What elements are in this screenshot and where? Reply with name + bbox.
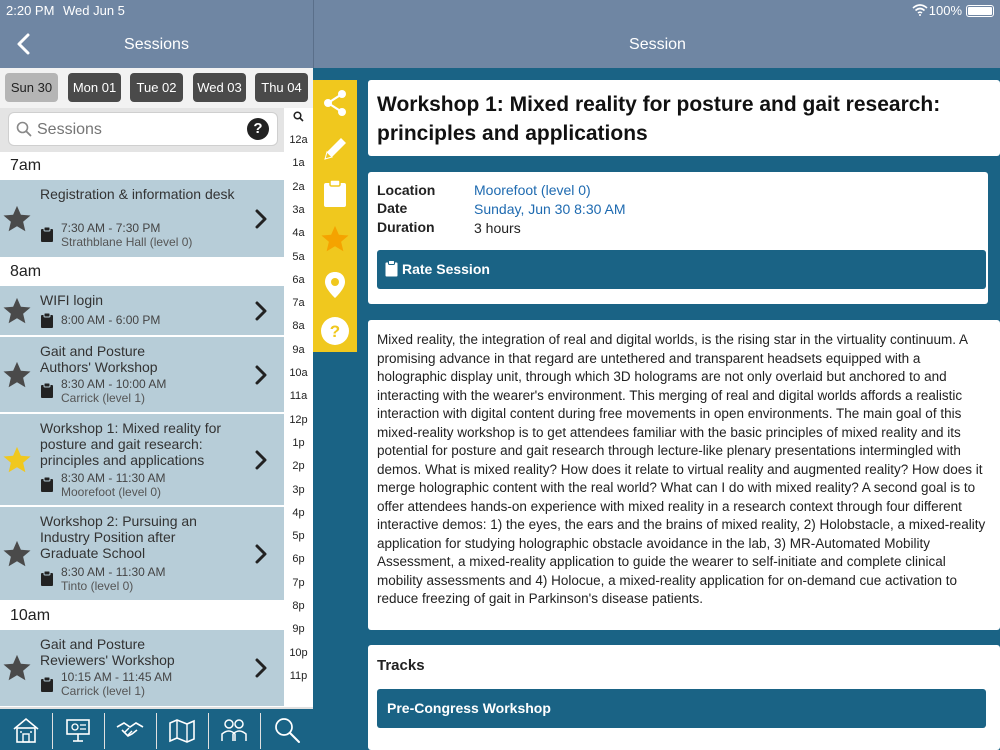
people-icon[interactable]: [219, 715, 249, 745]
clipboard-icon: [40, 382, 54, 399]
edit-icon[interactable]: [320, 134, 350, 164]
session-location: Strathblane Hall (level 0): [61, 235, 193, 249]
time-index-item[interactable]: 10p: [289, 646, 308, 659]
track-button[interactable]: Pre-Congress Workshop: [377, 689, 986, 728]
search-input[interactable]: [37, 119, 247, 141]
session-row[interactable]: [0, 337, 284, 413]
search-icon: [16, 121, 32, 137]
help-icon[interactable]: [320, 316, 350, 346]
rate-session-label: Rate Session: [402, 261, 490, 277]
time-index-item[interactable]: 12a: [289, 134, 308, 146]
star-icon[interactable]: [320, 224, 350, 254]
time-index-item[interactable]: 4p: [292, 506, 305, 519]
chevron-right-icon: [253, 658, 269, 678]
time-index-item[interactable]: 11p: [289, 669, 308, 682]
star-icon[interactable]: [2, 360, 32, 390]
session-actions: [313, 80, 357, 352]
session-time: 7:30 AM - 7:30 PM: [61, 221, 161, 235]
map-icon[interactable]: [167, 715, 197, 745]
chevron-right-icon: [253, 301, 269, 321]
star-icon[interactable]: [2, 445, 32, 475]
session-location: Moorefoot (level 0): [61, 485, 162, 499]
time-index-item[interactable]: 5p: [292, 530, 305, 543]
nav-divider: [260, 713, 261, 749]
time-index[interactable]: [284, 108, 313, 708]
clipboard-icon: [40, 226, 54, 243]
time-index-item[interactable]: 10a: [289, 367, 308, 379]
home-icon[interactable]: [11, 715, 41, 745]
session-description: Mixed reality, the integration of real and digital worlds, is the rising star in the virtuality continuum. A promising advance in that regard are untethered and transparent headsets equipped with a holographic display unit, through which 3D holograms are not only overlaid but anchored to and interacting with the wearer's environment. This merging of real and digital worlds affords a realistic interaction with digital content during free movements in open environments. The main goal of this mixed-reality workshop is to get attendees familiar with the basic principles of mixed reality and its potential for posture and gait research through lecture-like plenary presentations intermingled with demos. What is mixed reality? How does it relate to virtual reality and augmented reality? How does it merge holographic content with the real world? What can I do with mixed reality? A second goal is to offer attendees hands-on experience with mixed reality in a research context through four different interactive demos: 1) the eyes, the ears and the brains of mixed reality, 2) Holobstacle, a mixed-reality application for studying holographic obstacle avoidance in the lab, 3) MR-Automated Mobility Assessment, a mixed-reality application to guide the wearer to self-initiate and complete clinical mobility assessments and 4) Holocue, a mixed-reality application for on-demand cue activation to reduce freezing of gait in Parkinson's disease patients.: [377, 332, 986, 606]
session-heading: Workshop 1: Mixed reality for posture and gait research: principles and applications: [377, 93, 941, 145]
session-title: Workshop 1: Mixed reality for posture and gait research: principles and applications: [40, 420, 222, 468]
session-title: Workshop 2: Pursuing an Industry Position after Graduate School: [40, 513, 197, 561]
session-location: Tinto (level 0): [61, 579, 134, 593]
bottom-nav: [0, 707, 313, 750]
battery-icon: [966, 5, 994, 17]
duration-label: Duration: [377, 219, 435, 235]
status-time: 2:20 PM: [6, 3, 55, 18]
session-row[interactable]: [0, 630, 284, 707]
session-time: 10:15 AM - 11:45 AM: [61, 670, 173, 684]
session-row-selected[interactable]: [0, 414, 284, 506]
session-time: 8:30 AM - 10:00 AM: [61, 377, 167, 391]
session-detail-title: Session: [629, 36, 686, 53]
session-title: WIFI login: [40, 292, 104, 308]
star-icon[interactable]: [2, 204, 32, 234]
duration-value: 3 hours: [474, 220, 521, 236]
time-index-item[interactable]: 1p: [292, 436, 305, 449]
time-index-item[interactable]: 5a: [292, 250, 305, 263]
session-title: Gait and Posture Authors' Workshop: [40, 343, 158, 375]
time-index-item[interactable]: 2p: [292, 460, 305, 473]
search-icon[interactable]: [293, 111, 304, 122]
tracks-label: Tracks: [377, 657, 425, 674]
day-tab-tue-02[interactable]: Tue 02: [130, 73, 183, 102]
chevron-right-icon: [253, 209, 269, 229]
handshake-icon[interactable]: [115, 715, 145, 745]
time-index-item[interactable]: 3p: [292, 483, 305, 496]
tracks-card: [368, 645, 1000, 750]
session-description-card: [368, 320, 1000, 630]
clipboard-icon: [385, 260, 398, 277]
session-title-card: [368, 80, 1000, 156]
time-index-item[interactable]: 1a: [292, 157, 305, 170]
chevron-right-icon: [253, 544, 269, 564]
chevron-right-icon: [253, 450, 269, 470]
wifi-icon: [912, 4, 928, 16]
rate-session-button[interactable]: [377, 250, 986, 289]
session-info-card: [368, 172, 988, 304]
time-header-8am: 8am: [0, 258, 284, 286]
time-index-item[interactable]: 7a: [292, 297, 305, 310]
location-label: Location: [377, 182, 436, 198]
chevron-right-icon: [253, 365, 269, 385]
time-header-10am: 10am: [0, 602, 284, 630]
clipboard-icon: [40, 570, 54, 587]
star-icon[interactable]: [2, 296, 32, 326]
svg-text:?: ?: [329, 322, 341, 341]
session-location: Carrick (level 1): [61, 391, 146, 405]
clipboard-icon: [40, 476, 54, 493]
battery-percent: 100%: [928, 3, 962, 18]
clipboard-icon[interactable]: [320, 178, 350, 208]
location-link[interactable]: Moorefoot (level 0): [474, 182, 591, 198]
time-index-item[interactable]: 9p: [292, 623, 305, 636]
session-time: 8:00 AM - 6:00 PM: [61, 313, 161, 327]
clipboard-icon: [40, 676, 54, 693]
nav-divider: [208, 713, 209, 749]
search-bar: [0, 108, 284, 152]
time-index-item[interactable]: 4a: [292, 227, 305, 240]
share-icon[interactable]: [320, 88, 350, 118]
search-icon[interactable]: [272, 715, 302, 745]
day-tab-thu-04[interactable]: Thu 04: [255, 73, 308, 102]
day-tab-mon-01[interactable]: Mon 01: [68, 73, 121, 102]
location-pin-icon[interactable]: [320, 270, 350, 300]
presentation-icon[interactable]: [63, 715, 93, 745]
session-detail-header: [313, 0, 1000, 68]
day-tab-wed-03[interactable]: Wed 03: [193, 73, 246, 102]
session-row[interactable]: [0, 507, 284, 601]
time-index-item[interactable]: 12p: [289, 413, 308, 426]
clipboard-icon: [40, 312, 54, 329]
session-time: 8:30 AM - 11:30 AM: [61, 471, 166, 485]
session-time: 8:30 AM - 11:30 AM: [61, 565, 166, 579]
time-index-item[interactable]: 8a: [292, 320, 305, 333]
status-date: Wed Jun 5: [63, 3, 125, 18]
star-icon[interactable]: [2, 539, 32, 569]
session-location: Carrick (level 1): [61, 684, 146, 698]
time-index-item[interactable]: 11a: [289, 390, 308, 403]
sessions-header: [0, 0, 313, 68]
session-title: Registration & information desk: [40, 186, 235, 202]
help-button[interactable]: ?: [247, 118, 269, 140]
time-header-7am: 7am: [0, 152, 284, 180]
nav-divider: [104, 713, 105, 749]
session-row[interactable]: [0, 286, 284, 336]
time-index-item[interactable]: 9a: [292, 343, 305, 356]
time-index-item[interactable]: 7p: [292, 576, 305, 589]
day-selector: [0, 68, 313, 108]
nav-divider: [52, 713, 53, 749]
sessions-pane: [0, 0, 313, 750]
time-index-item[interactable]: 8p: [292, 600, 305, 612]
session-title: Gait and Posture Reviewers' Workshop: [40, 636, 175, 668]
time-index-item[interactable]: 6a: [292, 273, 305, 286]
date-link[interactable]: Sunday, Jun 30 8:30 AM: [474, 201, 626, 217]
day-tab-sun-30[interactable]: Sun 30: [5, 73, 58, 102]
date-label: Date: [377, 200, 408, 216]
time-index-item[interactable]: 2a: [292, 180, 305, 193]
session-row[interactable]: [0, 180, 284, 258]
time-index-item[interactable]: 3a: [292, 203, 305, 216]
sessions-title: Sessions: [124, 36, 189, 53]
time-index-item[interactable]: 6p: [292, 553, 305, 566]
search-box: [8, 112, 278, 146]
star-icon[interactable]: [2, 653, 32, 683]
nav-divider: [156, 713, 157, 749]
